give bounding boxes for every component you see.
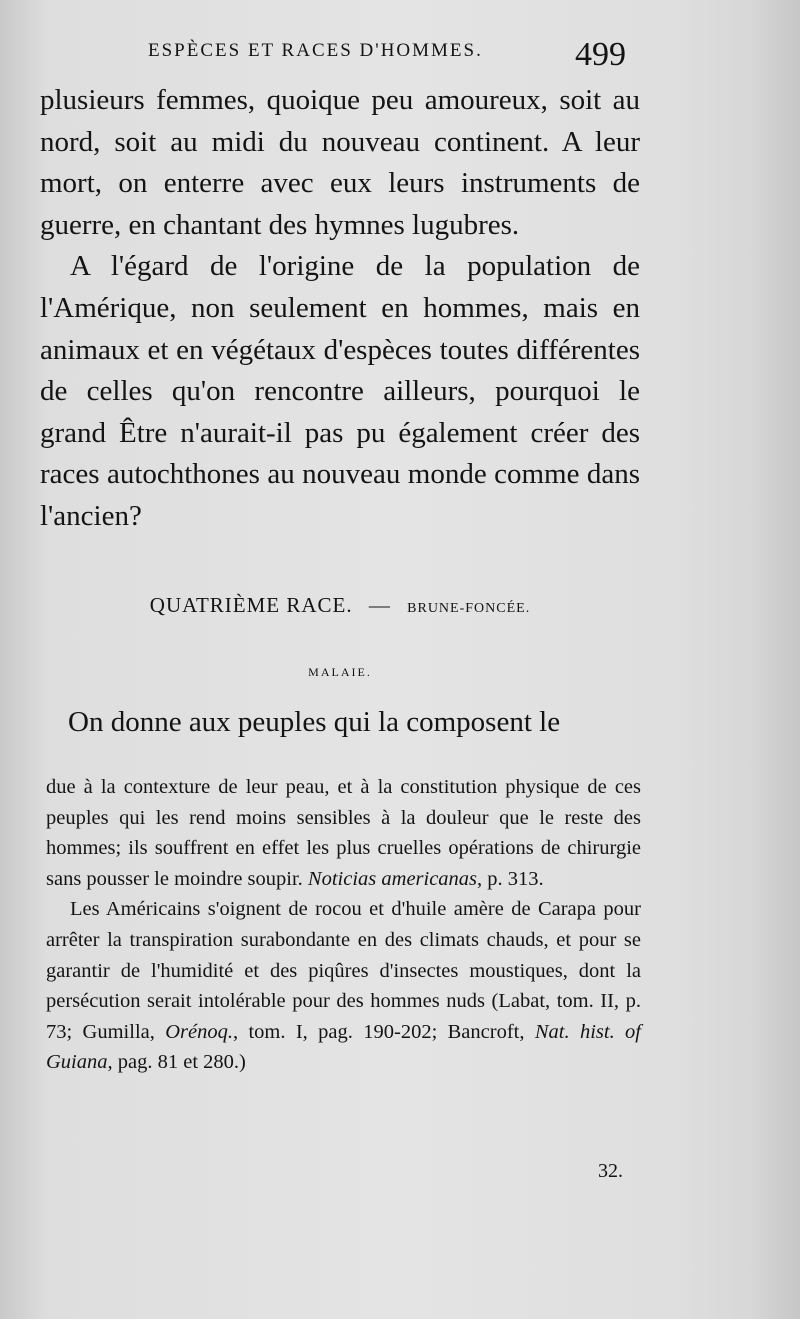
page-header	[40, 30, 640, 80]
footnote-1-text: due à la contexture de leur peau, et à la constitution physique de ces peuples qui les rend moins sensibles à la douleur que le reste des hommes; ils souffrent en effet les plus cruelles opérations de chirurgie sans pousser le moindre soupir.	[46, 776, 641, 890]
main-text	[40, 80, 640, 538]
section-subtitle: BRUNE-FONCÉE.	[407, 601, 531, 616]
page-number: 499	[575, 36, 626, 73]
footnote-2-mid: , tom. I, pag. 190-202; Bancroft,	[233, 1020, 525, 1043]
paragraph-1: plusieurs femmes, quoique peu amoureux, soit au nord, soit au midi du nouveau continent. A leur mort, on enterre avec eux leurs instruments de guerre, en chantant des hymnes lugubres.	[40, 84, 640, 241]
footnote-2-text: Les Américains s'oignent de rocou et d'huile amère de Carapa pour arrêter la transpiration surabondante en des climats chauds, et pour se garantir de l'humidité et des piqûres d'insectes moustiques, dont la persécution serait intolérable pour des hommes nuds (Labat, tom. II, p. 73; Gumilla,	[46, 898, 641, 1043]
footnote-2-source-2: Nat. hist. of Guiana	[46, 1020, 641, 1074]
footnote-1-source: Noticias americanas	[307, 867, 478, 890]
page-edge-shadow	[680, 0, 800, 1319]
running-head: ESPÈCES ET RACES D'HOMMES.	[148, 40, 483, 61]
section-title: QUATRIÈME RACE.	[149, 593, 353, 617]
footnote-2	[46, 894, 641, 1078]
section-dash: —	[368, 593, 391, 617]
footnote-1-page: , p. 313.	[477, 867, 544, 890]
footnote-1	[46, 772, 641, 894]
footnotes	[46, 772, 641, 1078]
paragraph-2: A l'égard de l'origine de la population de l'Amérique, non seulement en hommes, mais en animaux et en végétaux d'espèces toutes différentes de celles qu'on rencontre ailleurs, pourquoi le grand Être n'aurait-il pas pu également créer des races autochthones au nouveau monde comme dans l'ancien?	[40, 250, 640, 532]
footnote-2-end: , pag. 81 et 280.)	[107, 1051, 246, 1074]
variety-label: MALAIE.	[308, 665, 372, 679]
section-heading	[0, 593, 680, 618]
lead-line: On donne aux peuples qui la composent le	[68, 706, 561, 738]
footnote-2-source-1: Orénoq.	[165, 1020, 233, 1043]
signature-mark: 32.	[598, 1160, 623, 1182]
